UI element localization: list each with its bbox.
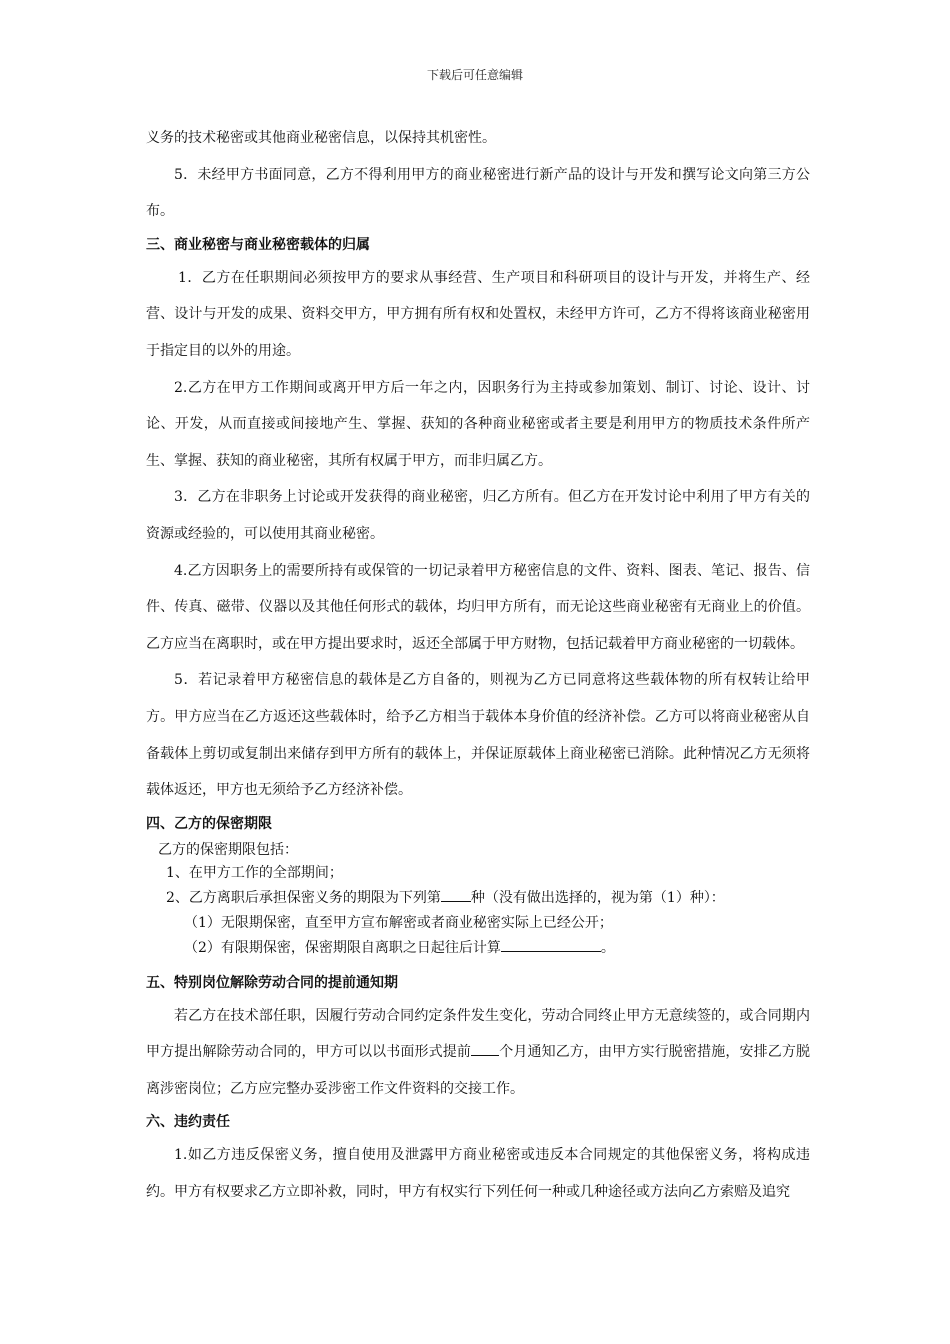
paragraph: 1．乙方在任职期间必须按甲方的要求从事经营、生产项目和科研项目的设计与开发，并将生产、经营、设计与开发的成果、资料交甲方，甲方拥有所有权和处置权，未经甲方许可，乙方不得将该商业秘密用于指定目的以外的用途。 <box>146 269 810 359</box>
paragraph: 2.乙方在甲方工作期间或离开甲方后一年之内，因职务行为主持或参加策划、制订、讨论、设计、讨论、开发，从而直接或间接地产生、掌握、获知的各种商业秘密或者主要是利用甲方的物质技术条件所产生、掌握、获知的商业秘密，其所有权属于甲方，而非归属乙方。 <box>146 379 810 469</box>
term-list <box>146 839 810 960</box>
fill-in-blank[interactable] <box>441 889 471 902</box>
paragraph: 4.乙方因职务上的需要所持有或保管的一切记录着甲方秘密信息的文件、资料、图表、笔记、报告、信件、传真、磁带、仪器以及其他任何形式的载体，均归甲方所有，而无论这些商业秘密有无商业上的价值。乙方应当在离职时，或在甲方提出要求时，返还全部属于甲方财物，包括记载着甲方商业秘密的一切载体。 <box>146 562 810 652</box>
paragraph: 3．乙方在非职务上讨论或开发获得的商业秘密，归乙方所有。但乙方在开发讨论中利用了甲方有关的资源或经验的，可以使用其商业秘密。 <box>146 489 810 542</box>
paragraph: 若乙方在技术部任职，因履行劳动合同约定条件发生变化，劳动合同终止甲方无意续签的，或合同期内甲方提出解除劳动合同的，甲方可以以书面形式提前 个月通知乙方，由甲方实行脱密措施，安排乙方脱离涉密岗位；乙方应完整办妥涉密工作文件资料的交接工作。 <box>146 1007 811 1097</box>
section-heading: 五、特别岗位解除劳动合同的提前通知期 <box>146 974 398 991</box>
paragraph: 1.如乙方违反保密义务，擅自使用及泄露甲方商业秘密或违反本合同规定的其他保密义务，将构成违约。甲方有权要求乙方立即补救，同时，甲方有权实行下列任何一种或几种途径或方法向乙方索赔及追究 <box>146 1147 810 1201</box>
paragraph: 5．未经甲方书面同意，乙方不得利用甲方的商业秘密进行新产品的设计与开发和撰写论文向第三方公布。 <box>146 166 810 220</box>
fill-in-blank[interactable] <box>471 1043 499 1056</box>
list-sub-item: （2）有限期保密，保密期限自离职之日起往后计算 。 <box>184 939 615 956</box>
section-heading: 四、乙方的保密期限 <box>146 815 272 832</box>
section-heading: 六、违约责任 <box>146 1114 230 1131</box>
paragraph: 义务的技术秘密或其他商业秘密信息，以保持其机密性。 <box>146 130 496 146</box>
list-item: 1、在甲方工作的全部期间； <box>166 864 343 881</box>
fill-in-blank[interactable] <box>501 939 601 952</box>
section-heading: 三、商业秘密与商业秘密载体的归属 <box>146 236 370 253</box>
document-body <box>146 120 810 1211</box>
list-item: 2、乙方离职后承担保密义务的期限为下列第 种（没有做出选择的，视为第（1）种）： <box>166 889 725 906</box>
paragraph: 5．若记录着甲方秘密信息的载体是乙方自备的，则视为乙方已同意将这些载体物的所有权转让给甲方。甲方应当在乙方返还这些载体时，给予乙方相当于载体本身价值的经济补偿。乙方可以将商业秘密从自备载体上剪切或复制出来储存到甲方所有的载体上，并保证原载体上商业秘密已消除。此种情况乙方无须将载体返还，甲方也无须给予乙方经济补偿。 <box>146 672 810 799</box>
list-intro: 乙方的保密期限包括： <box>158 841 298 858</box>
list-sub-item: （1）无限期保密，直至甲方宣布解密或者商业秘密实际上已经公开； <box>184 914 613 931</box>
page-header-note: 下载后可任意编辑 <box>426 68 523 82</box>
